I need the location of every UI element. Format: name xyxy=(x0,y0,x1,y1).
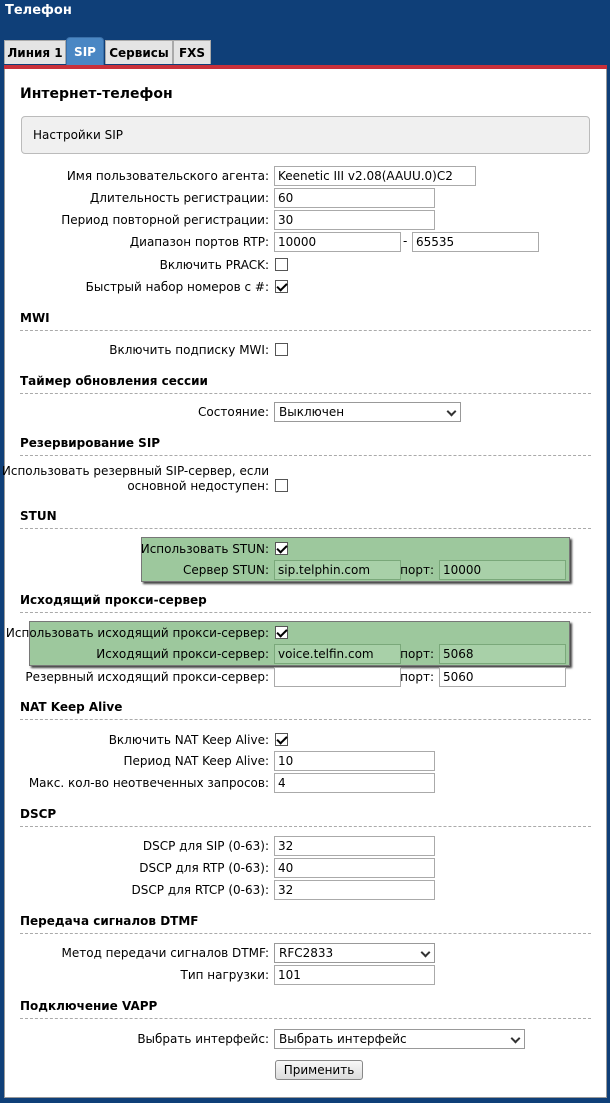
vapp-iface-value: Выбрать интерфейс xyxy=(279,1032,407,1046)
proxy-server-label: Исходящий прокси-сервер: xyxy=(96,647,269,661)
rtp-to-input[interactable] xyxy=(412,232,539,252)
dscp-rtp-label: DSCP для RTP (0-63): xyxy=(139,861,269,875)
section-outgoing-proxy: Исходящий прокси-сервер xyxy=(20,593,591,613)
rtp-range-separator: - xyxy=(403,234,408,248)
user-agent-label: Имя пользовательского агента: xyxy=(66,169,269,183)
dscp-rtcp-label: DSCP для RTCP (0-63): xyxy=(131,883,269,897)
page-title: Интернет-телефон xyxy=(20,86,173,102)
mwi-subscribe-checkbox[interactable] xyxy=(275,343,288,356)
dtmf-method-value: RFC2833 xyxy=(279,946,334,960)
nat-enable-checkbox[interactable] xyxy=(275,733,288,746)
stun-server-input[interactable] xyxy=(274,560,401,580)
tab-services[interactable]: Сервисы xyxy=(105,40,173,64)
proxy-server-input[interactable] xyxy=(274,644,401,664)
dscp-rtp-input[interactable] xyxy=(274,858,435,878)
stun-use-label: Использовать STUN: xyxy=(140,542,269,556)
section-dscp: DSCP xyxy=(20,807,591,827)
reg-duration-label: Длительность регистрации: xyxy=(89,191,269,205)
reg-duration-input[interactable] xyxy=(274,188,435,208)
dtmf-method-label: Метод передачи сигналов DTMF: xyxy=(61,946,269,960)
backup-proxy-port-label: порт: xyxy=(400,670,434,684)
tab-fxs[interactable]: FXS xyxy=(173,40,211,64)
prack-checkbox[interactable] xyxy=(275,258,288,271)
backup-proxy-input[interactable] xyxy=(274,667,401,687)
prack-label: Включить PRACK: xyxy=(159,258,269,272)
proxy-port-label: порт: xyxy=(400,647,434,661)
section-nat-keep-alive: NAT Keep Alive xyxy=(20,700,591,720)
mwi-subscribe-label: Включить подписку MWI: xyxy=(109,343,269,357)
nat-period-input[interactable] xyxy=(274,751,435,771)
stun-port-input[interactable] xyxy=(439,560,566,580)
chevron-down-icon xyxy=(511,1034,521,1044)
settings-panel xyxy=(1,69,607,1098)
dtmf-payload-label: Тип нагрузки: xyxy=(180,968,269,982)
section-mwi: MWI xyxy=(20,311,591,331)
backup-proxy-label: Резервный исходящий прокси-сервер: xyxy=(25,670,269,684)
apply-button[interactable]: Применить xyxy=(275,1060,363,1080)
fast-dial-label: Быстрый набор номеров с #: xyxy=(85,280,269,294)
rereg-period-label: Период повторной регистрации: xyxy=(61,213,269,227)
proxy-use-label: Использовать исходящий прокси-сервер: xyxy=(5,626,269,640)
dscp-sip-input[interactable] xyxy=(274,836,435,856)
stun-server-label: Сервер STUN: xyxy=(182,563,269,577)
proxy-use-checkbox[interactable] xyxy=(275,626,288,639)
backup-sip-label-line1: Использовать резервный SIP-сервер, если xyxy=(1,464,269,478)
section-vapp: Подключение VAPP xyxy=(20,999,591,1019)
section-stun: STUN xyxy=(20,509,591,529)
session-state-value: Выключен xyxy=(279,405,345,419)
section-dtmf: Передача сигналов DTMF xyxy=(20,914,591,934)
nat-max-input[interactable] xyxy=(274,773,435,793)
section-session-timer: Таймер обновления сессии xyxy=(20,374,591,394)
fast-dial-checkbox[interactable] xyxy=(275,280,288,293)
backup-sip-checkbox[interactable] xyxy=(275,479,288,492)
backup-sip-label-line2: основной недоступен: xyxy=(127,479,269,493)
rtp-from-input[interactable] xyxy=(274,232,401,252)
backup-proxy-port-input[interactable] xyxy=(439,667,566,687)
stun-port-label: порт: xyxy=(400,563,434,577)
rereg-period-input[interactable] xyxy=(274,210,435,230)
tab-line-1[interactable]: Линия 1 xyxy=(4,40,66,64)
vapp-iface-label: Выбрать интерфейс: xyxy=(137,1032,269,1046)
nat-period-label: Период NAT Keep Alive: xyxy=(123,754,269,768)
proxy-port-input[interactable] xyxy=(439,644,566,664)
dscp-rtcp-input[interactable] xyxy=(274,880,435,900)
tab-sip[interactable]: SIP xyxy=(66,37,104,65)
rtp-range-label: Диапазон портов RTP: xyxy=(129,235,269,249)
dtmf-payload-input[interactable] xyxy=(274,965,435,985)
dtmf-method-select[interactable] xyxy=(274,943,435,963)
vapp-iface-select[interactable] xyxy=(274,1029,525,1049)
dscp-sip-label: DSCP для SIP (0-63): xyxy=(142,839,269,853)
user-agent-input[interactable] xyxy=(274,166,476,186)
nat-max-label: Макс. кол-во неотвеченных запросов: xyxy=(28,776,269,790)
app-title: Телефон xyxy=(5,3,72,18)
nat-enable-label: Включить NAT Keep Alive: xyxy=(108,733,269,747)
section-backup-sip: Резервирование SIP xyxy=(20,436,591,456)
session-state-select[interactable] xyxy=(274,402,461,422)
chevron-down-icon xyxy=(447,407,457,417)
session-state-label: Состояние: xyxy=(198,405,269,419)
notice-box: Настройки SIP xyxy=(21,116,590,154)
chevron-down-icon xyxy=(421,948,431,958)
stun-use-checkbox[interactable] xyxy=(275,542,288,555)
